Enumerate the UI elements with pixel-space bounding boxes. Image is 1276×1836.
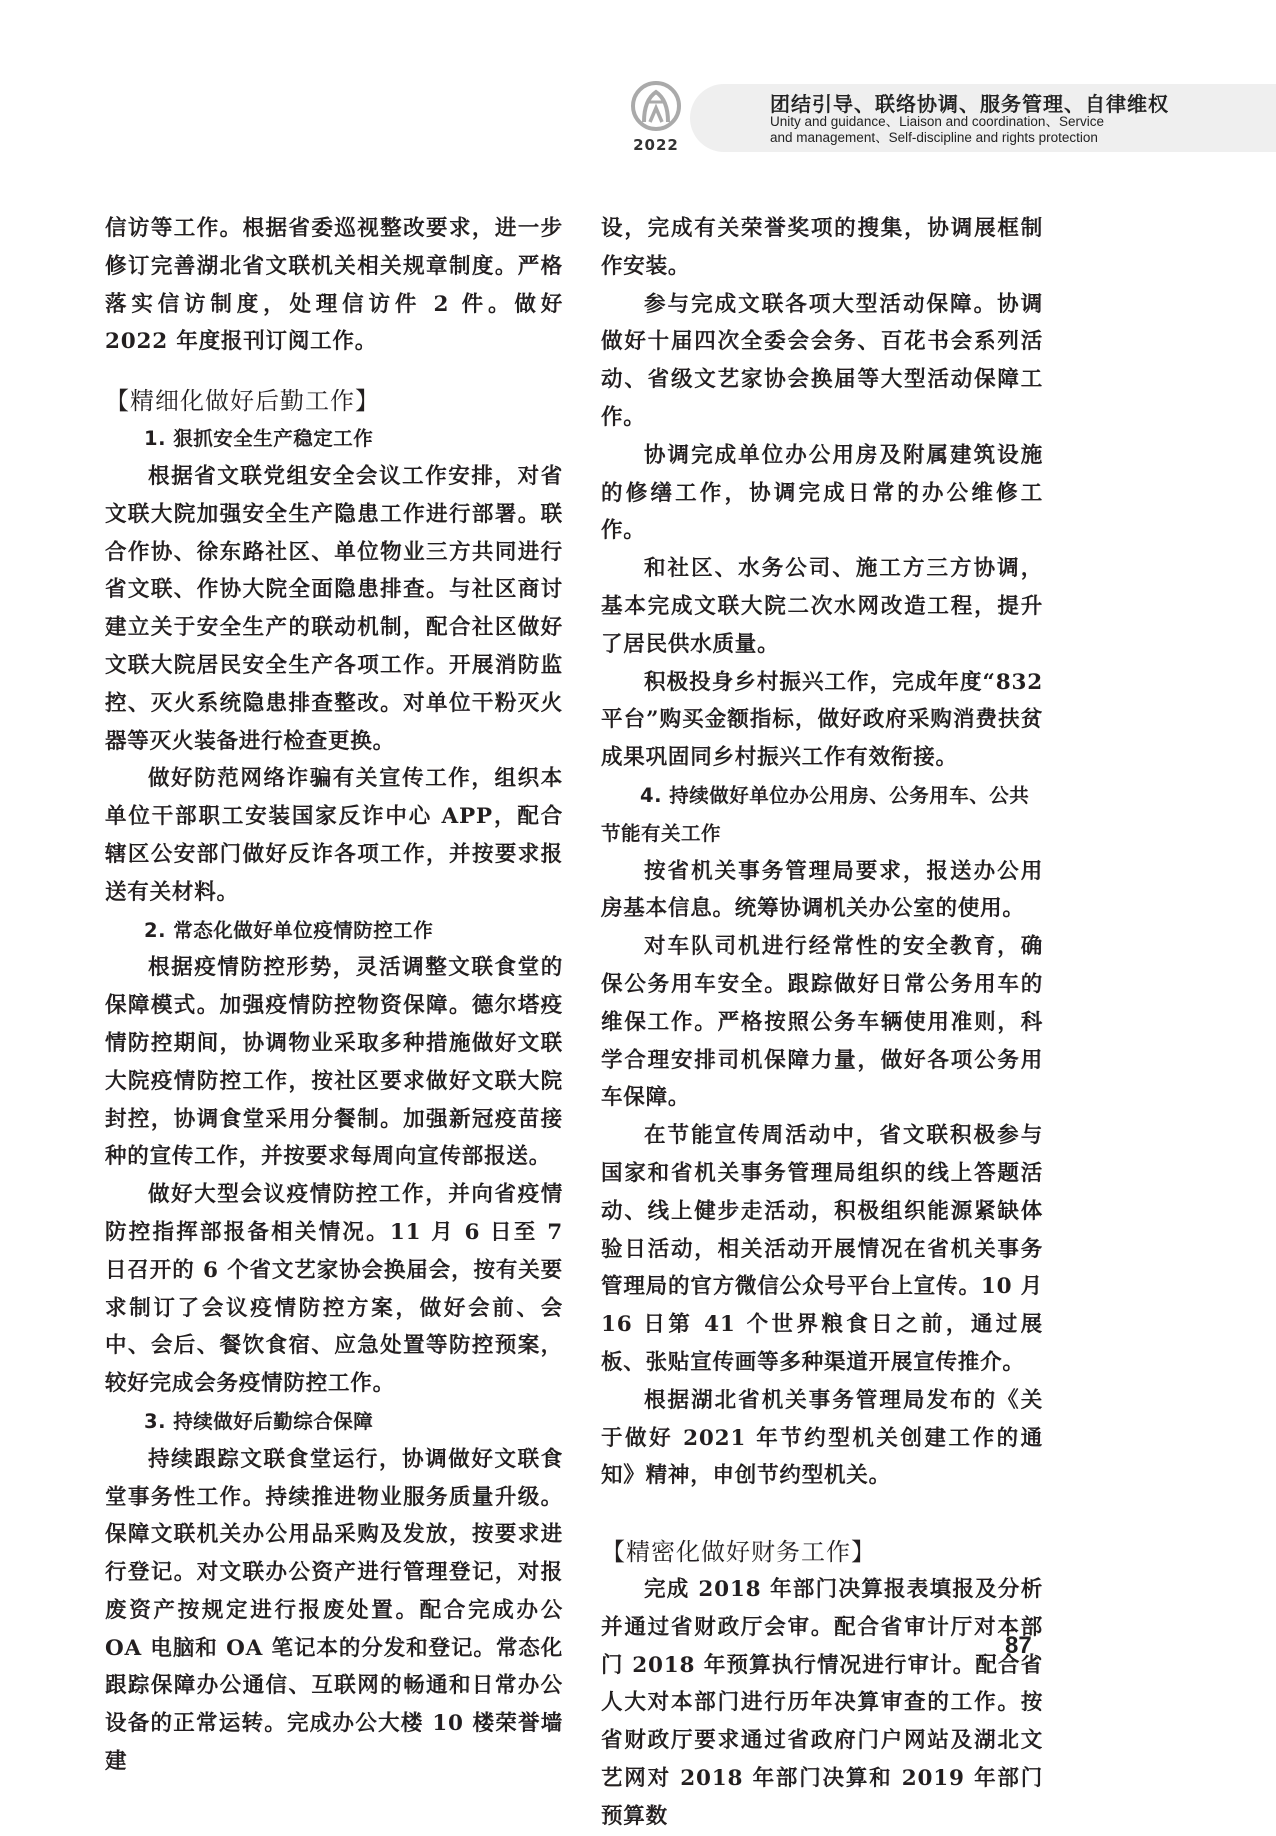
section-heading: 【精细化做好后勤工作】 xyxy=(105,387,380,416)
paragraph: 积极投身乡村振兴工作，完成年度“832 平台”购买金额指标，做好政府采购消费扶贫成果巩固同乡村振兴工作有效衔接。 xyxy=(601,669,1043,771)
paragraph: 根据省文联党组安全会议工作安排，对省文联大院加强安全生产隐患工作进行部署。联合作协、徐东路社区、单位物业三方共同进行省文联、作协大院全面隐患排查。与社区商讨建立关于安全生产的联动机制，配合社区做好文联大院居民安全生产各项工作。开展消防监控、灭火系统隐患排查整改。对单位干粉灭火器等灭火装备进行检查更换。 xyxy=(105,463,563,754)
paragraph: 协调完成单位办公用房及附属建筑设施的修缮工作，协调完成日常的办公维修工作。 xyxy=(601,442,1043,544)
page-number: 87 xyxy=(1005,1632,1032,1659)
header-title-en xyxy=(770,114,1104,146)
header-title-en-line2: and management、Self-discipline and rights protection xyxy=(770,130,1098,145)
left-column xyxy=(105,210,563,1781)
subsection-heading: 2. 常态化做好单位疫情防控工作 xyxy=(144,918,434,942)
paragraph: 按省机关事务管理局要求，报送办公用房基本信息。统筹协调机关办公室的使用。 xyxy=(601,858,1043,922)
paragraph: 根据湖北省机关事务管理局发布的《关于做好 2021 年节约型机关创建工作的通知》精神，申创节约型机关。 xyxy=(601,1387,1043,1489)
paragraph: 完成 2018 年部门决算报表填报及分析并通过省财政厅会审。配合省审计厅对本部门 2018 年预算执行情况进行审计。配合省人大对本部门进行历年决算审查的工作。按省财政厅要求通过省政府门户网站及湖北文艺网对 2018 年部门决算和 2019 年部门预算数 xyxy=(601,1577,1043,1829)
yearbook-logo-icon xyxy=(630,80,682,142)
header-title-en-line1: Unity and guidance、Liaison and coordination、Service xyxy=(770,114,1104,129)
paragraph: 参与完成文联各项大型活动保障。协调做好十届四次全委会会务、百花书会系列活动、省级文艺家协会换届等大型活动保障工作。 xyxy=(601,291,1043,430)
paragraph: 和社区、水务公司、施工方三方协调，基本完成文联大院二次水网改造工程，提升了居民供水质量。 xyxy=(601,556,1043,657)
paragraph-continuation: 设，完成有关荣誉奖项的搜集，协调展框制作安装。 xyxy=(601,216,1043,279)
subsection-heading: 1. 狠抓安全生产稳定工作 xyxy=(144,427,374,451)
paragraph: 对车队司机进行经常性的安全教育，确保公务用车安全。跟踪做好日常公务用车的维保工作。严格按照公务车辆使用准则，科学合理安排司机保障力量，做好各项公务用车保障。 xyxy=(601,934,1043,1111)
paragraph: 做好大型会议疫情防控工作，并向省疫情防控指挥部报备相关情况。11 月 6 日至 7 日召开的 6 个省文艺家协会换届会，按有关要求制订了会议疫情防控方案，做好会前、会中、会后、餐饮食宿、应急处置等防控预案，较好完成会务疫情防控工作。 xyxy=(105,1182,563,1397)
subsection-heading: 4. 持续做好单位办公用房、公务用车、公共节能有关工作 xyxy=(601,783,1030,845)
paragraph: 持续跟踪文联食堂运行，协调做好文联食堂事务性工作。持续推进物业服务质量升级。保障文联机关办公用品采购及发放，按要求进行登记。对文联办公资产进行管理登记，对报废资产按规定进行报废处置。配合完成办公 OA 电脑和 OA 笔记本的分发和登记。常态化跟踪保障办公通信、互联网的畅通和日常办公设备的正常运转。完成办公大楼 10 楼荣誉墙建 xyxy=(105,1446,563,1775)
paragraph: 做好防范网络诈骗有关宣传工作，组织本单位干部职工安装国家反诈中心 APP，配合辖区公安部门做好反诈各项工作，并按要求报送有关材料。 xyxy=(105,766,563,905)
paragraph-continuation: 信访等工作。根据省委巡视整改要求，进一步修订完善湖北省文联机关相关规章制度。严格落实信访制度，处理信访件 2 件。做好 2022 年度报刊订阅工作。 xyxy=(105,216,563,355)
section-heading: 【精密化做好财务工作】 xyxy=(601,1538,876,1567)
header-title-cn: 团结引导、联络协调、服务管理、自律维权 xyxy=(770,92,1169,116)
subsection-heading: 3. 持续做好后勤综合保障 xyxy=(144,1409,374,1433)
header-year: 2022 xyxy=(633,136,679,154)
paragraph: 根据疫情防控形势，灵活调整文联食堂的保障模式。加强疫情防控物资保障。德尔塔疫情防控期间，协调物业采取多种措施做好文联大院疫情防控工作，按社区要求做好文联大院封控，协调食堂采用分餐制。加强新冠疫苗接种的宣传工作，并按要求每周向宣传部报送。 xyxy=(105,955,563,1170)
paragraph: 在节能宣传周活动中，省文联积极参与国家和省机关事务管理局组织的线上答题活动、线上健步走活动，积极组织能源紧缺体验日活动，相关活动开展情况在省机关事务管理局的官方微信公众号平台上宣传。10 月 16 日第 41 个世界粮食日之前，通过展板、张贴宣传画等多种渠道开展宣传推介。 xyxy=(601,1123,1043,1375)
right-column xyxy=(601,210,1043,1836)
